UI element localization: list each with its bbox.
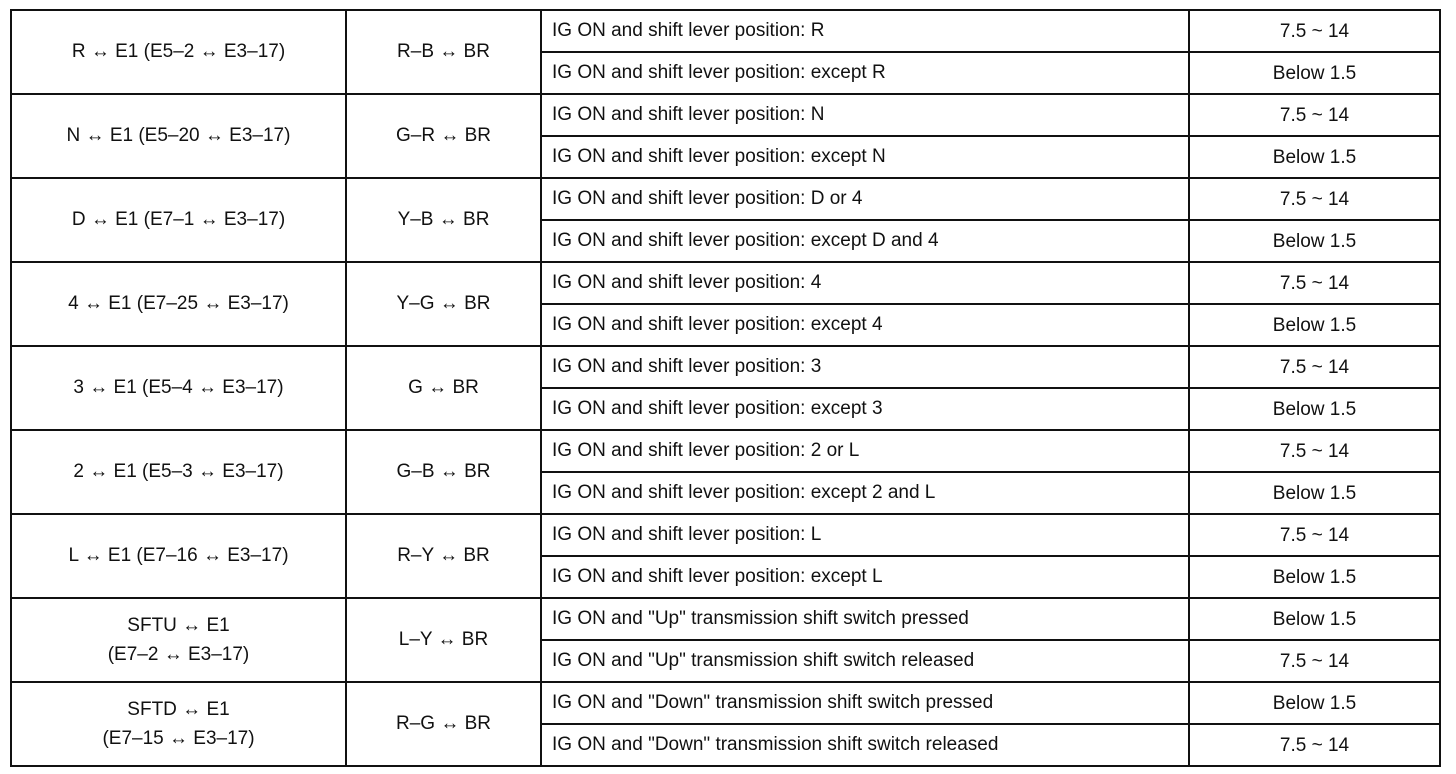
condition-cell: IG ON and "Down" transmission shift switch pressed — [541, 682, 1189, 724]
table-row — [11, 682, 1440, 724]
wire-color-cell: R–G ↔ BR — [346, 682, 541, 766]
terminal-label: 2 ↔ E1 (E5–3 ↔ E3–17) — [73, 461, 284, 483]
terminal-cell — [11, 514, 346, 598]
condition-cell: IG ON and shift lever position: R — [541, 10, 1189, 52]
condition-cell: IG ON and shift lever position: except 2 and L — [541, 472, 1189, 514]
specified-value-cell: Below 1.5 — [1189, 682, 1440, 724]
condition-cell: IG ON and shift lever position: except N — [541, 136, 1189, 178]
terminal-label: SFTD ↔ E1 — [127, 698, 230, 720]
specified-value-cell: Below 1.5 — [1189, 556, 1440, 598]
terminal-pin-label: (E7–15 ↔ E3–17) — [102, 728, 255, 749]
terminal-cell — [11, 346, 346, 430]
condition-cell: IG ON and shift lever position: except L — [541, 556, 1189, 598]
wire-color-cell: R–B ↔ BR — [346, 10, 541, 94]
specified-value-cell: 7.5 ~ 14 — [1189, 724, 1440, 766]
specified-value-cell: Below 1.5 — [1189, 598, 1440, 640]
terminal-cell — [11, 262, 346, 346]
table-row — [11, 94, 1440, 136]
condition-cell: IG ON and shift lever position: 2 or L — [541, 430, 1189, 472]
condition-cell: IG ON and shift lever position: except 4 — [541, 304, 1189, 346]
specified-value-cell: Below 1.5 — [1189, 388, 1440, 430]
terminal-label: D ↔ E1 (E7–1 ↔ E3–17) — [71, 209, 286, 231]
condition-cell: IG ON and "Up" transmission shift switch released — [541, 640, 1189, 682]
terminal-label: SFTU ↔ E1 — [127, 614, 230, 636]
condition-cell: IG ON and shift lever position: L — [541, 514, 1189, 556]
table-row — [11, 346, 1440, 388]
specified-value-cell: 7.5 ~ 14 — [1189, 178, 1440, 220]
condition-cell: IG ON and "Up" transmission shift switch pressed — [541, 598, 1189, 640]
terminal-cell — [11, 430, 346, 514]
terminal-label: 4 ↔ E1 (E7–25 ↔ E3–17) — [68, 293, 289, 315]
table-row — [11, 10, 1440, 52]
table-row — [11, 430, 1440, 472]
specified-value-cell: Below 1.5 — [1189, 136, 1440, 178]
wire-color-cell: G–B ↔ BR — [346, 430, 541, 514]
condition-cell: IG ON and "Down" transmission shift switch released — [541, 724, 1189, 766]
terminal-cell — [11, 178, 346, 262]
terminal-cell — [11, 598, 346, 682]
terminal-pin-label: (E7–2 ↔ E3–17) — [107, 644, 250, 665]
terminal-label: R ↔ E1 (E5–2 ↔ E3–17) — [71, 41, 286, 63]
specified-value-cell: 7.5 ~ 14 — [1189, 10, 1440, 52]
wire-color-cell: G–R ↔ BR — [346, 94, 541, 178]
specified-value-cell: 7.5 ~ 14 — [1189, 430, 1440, 472]
condition-cell: IG ON and shift lever position: 3 — [541, 346, 1189, 388]
terminal-label: N ↔ E1 (E5–20 ↔ E3–17) — [66, 125, 291, 147]
condition-cell: IG ON and shift lever position: D or 4 — [541, 178, 1189, 220]
specified-value-cell: 7.5 ~ 14 — [1189, 514, 1440, 556]
table-row — [11, 262, 1440, 304]
wire-color-cell: R–Y ↔ BR — [346, 514, 541, 598]
specified-value-cell: 7.5 ~ 14 — [1189, 346, 1440, 388]
table-body — [11, 10, 1440, 766]
specified-value-cell: Below 1.5 — [1189, 52, 1440, 94]
specified-value-cell: Below 1.5 — [1189, 472, 1440, 514]
specified-value-cell: 7.5 ~ 14 — [1189, 94, 1440, 136]
condition-cell: IG ON and shift lever position: 4 — [541, 262, 1189, 304]
wire-color-cell: Y–G ↔ BR — [346, 262, 541, 346]
condition-cell: IG ON and shift lever position: except D and 4 — [541, 220, 1189, 262]
terminal-label: 3 ↔ E1 (E5–4 ↔ E3–17) — [73, 377, 284, 399]
specified-value-cell: 7.5 ~ 14 — [1189, 640, 1440, 682]
terminal-cell — [11, 10, 346, 94]
specified-value-cell: Below 1.5 — [1189, 304, 1440, 346]
specified-value-cell: Below 1.5 — [1189, 220, 1440, 262]
terminal-cell — [11, 94, 346, 178]
wire-color-cell: G ↔ BR — [346, 346, 541, 430]
table-row — [11, 178, 1440, 220]
wire-color-cell: L–Y ↔ BR — [346, 598, 541, 682]
terminal-cell — [11, 682, 346, 766]
terminal-voltage-table — [10, 9, 1441, 767]
condition-cell: IG ON and shift lever position: N — [541, 94, 1189, 136]
condition-cell: IG ON and shift lever position: except R — [541, 52, 1189, 94]
terminal-label: L ↔ E1 (E7–16 ↔ E3–17) — [68, 545, 289, 567]
table-row — [11, 514, 1440, 556]
condition-cell: IG ON and shift lever position: except 3 — [541, 388, 1189, 430]
wire-color-cell: Y–B ↔ BR — [346, 178, 541, 262]
table-row — [11, 598, 1440, 640]
specified-value-cell: 7.5 ~ 14 — [1189, 262, 1440, 304]
